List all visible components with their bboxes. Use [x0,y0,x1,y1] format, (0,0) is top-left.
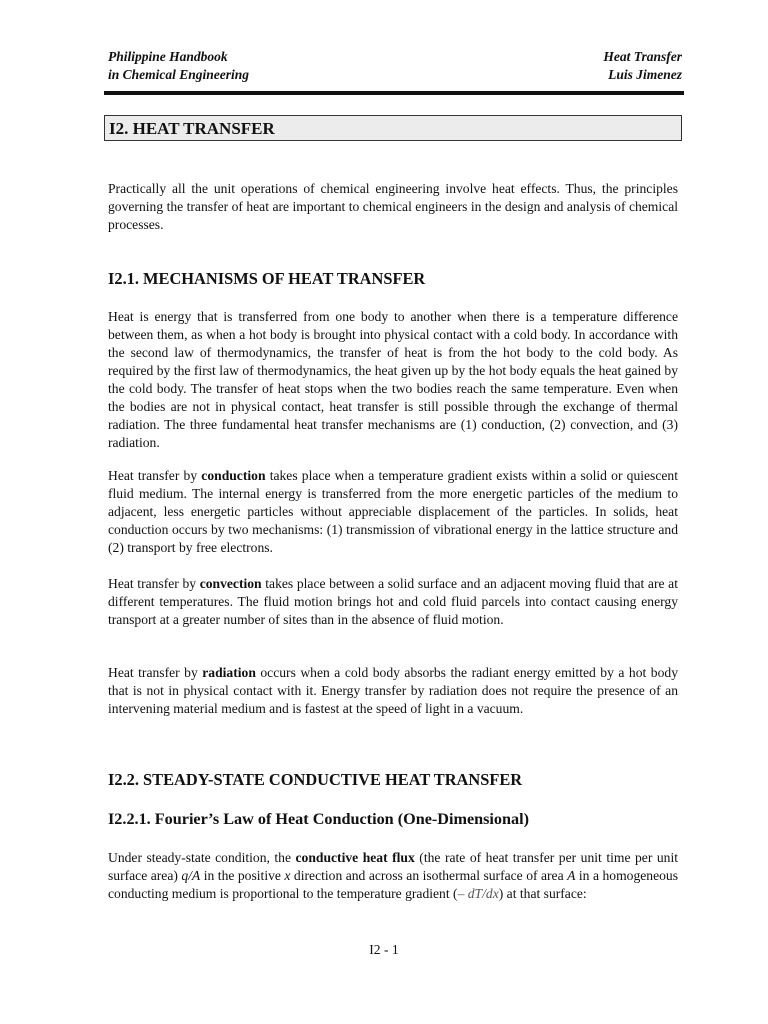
intro-text: Practically all the unit operations of chemical engineering involve heat effects. Thus, the principles governing the transfer of heat are important to chemical engineers in the design and analysis of chemical processes. [108,181,678,232]
header-book-subtitle: in Chemical Engineering [108,67,250,82]
section-heading-steady-state: I2.2. STEADY-STATE CONDUCTIVE HEAT TRANSFER [108,770,523,789]
intro-paragraph [108,180,678,234]
fourier-text-a: Under steady-state condition, the [108,850,296,865]
fourier-text-f: ) at that surface: [498,886,587,901]
fourier-term: conductive heat flux [295,850,415,865]
radiation-pre: Heat transfer by [108,665,203,680]
fourier-text-e: in a homogeneous conducting medium is proportional to the temperature gradient ( [108,868,678,901]
header-rule [104,91,684,95]
header-author: Luis Jimenez [608,67,682,82]
fourier-paragraph [108,849,678,903]
convection-post: takes place between a solid surface and an adjacent moving fluid that are at different temperatures. The fluid motion brings hot and cold fluid parcels into contact causing energy transport at a greater number of sites than in the absence of fluid motion. [108,576,678,627]
fourier-text-c: in the positive [200,868,285,883]
convection-term: convection [199,576,262,591]
page-number: I2 - 1 [369,942,399,957]
radiation-paragraph [108,664,678,718]
fourier-gradient: – dT/dx [457,886,499,901]
mechanisms-paragraph-1 [108,308,678,452]
fourier-text-d: direction and across an isothermal surface of area [290,868,568,883]
chapter-title: I2. HEAT TRANSFER [104,115,682,141]
mechanisms-text-1: Heat is energy that is transferred from one body to another when there is a temperature difference between them, as when a hot body is brought into physical contact with a cold body. In accordance with the second law of thermodynamics, the transfer of heat is from the hot body to the cold body. As required by the first law of thermodynamics, the heat given up by the hot body equals the heat gained by the cold body. The transfer of heat stops when the two bodies reach the same temperature. Even when the bodies are not in physical contact, heat transfer is still possible through the exchange of thermal radiation. The three fundamental heat transfer mechanisms are (1) conduction, (2) convection, and (3) radiation. [108,309,678,450]
convection-pre: Heat transfer by [108,576,200,591]
fourier-var-area: A [567,868,576,883]
header-book-title: Philippine Handbook [108,49,228,64]
subsection-heading-fourier: I2.2.1. Fourier’s Law of Heat Conduction (One-Dimensional) [108,810,530,828]
radiation-post: occurs when a cold body absorbs the radiant energy emitted by a hot body that is not in physical contact with it. Energy transfer by radiation does not require the presence of an intervening material medium and is fastest at the speed of light in a vacuum. [108,665,678,716]
fourier-text-b: (the rate of heat transfer per unit time per unit surface area) [108,850,678,883]
header-right [603,48,682,84]
conduction-paragraph [108,467,678,557]
header-chapter-name: Heat Transfer [603,49,682,64]
conduction-pre: Heat transfer by [108,468,202,483]
section-heading-mechanisms: I2.1. MECHANISMS OF HEAT TRANSFER [108,269,426,288]
fourier-var-x: x [284,868,291,883]
conduction-post: takes place when a temperature gradient exists within a solid or quiescent fluid medium. The internal energy is transferred from the more energetic particles of the medium to adjacent, less energetic particles without appreciable displacement of the particles. In solids, heat conduction occurs by two mechanisms: (1) transmission of vibrational energy in the lattice structure and (2) transport by free electrons. [108,468,678,555]
convection-paragraph [108,575,678,629]
fourier-var-qa: q/A [181,868,201,883]
header-left [108,48,249,84]
radiation-term: radiation [202,665,256,680]
conduction-term: conduction [201,468,266,483]
